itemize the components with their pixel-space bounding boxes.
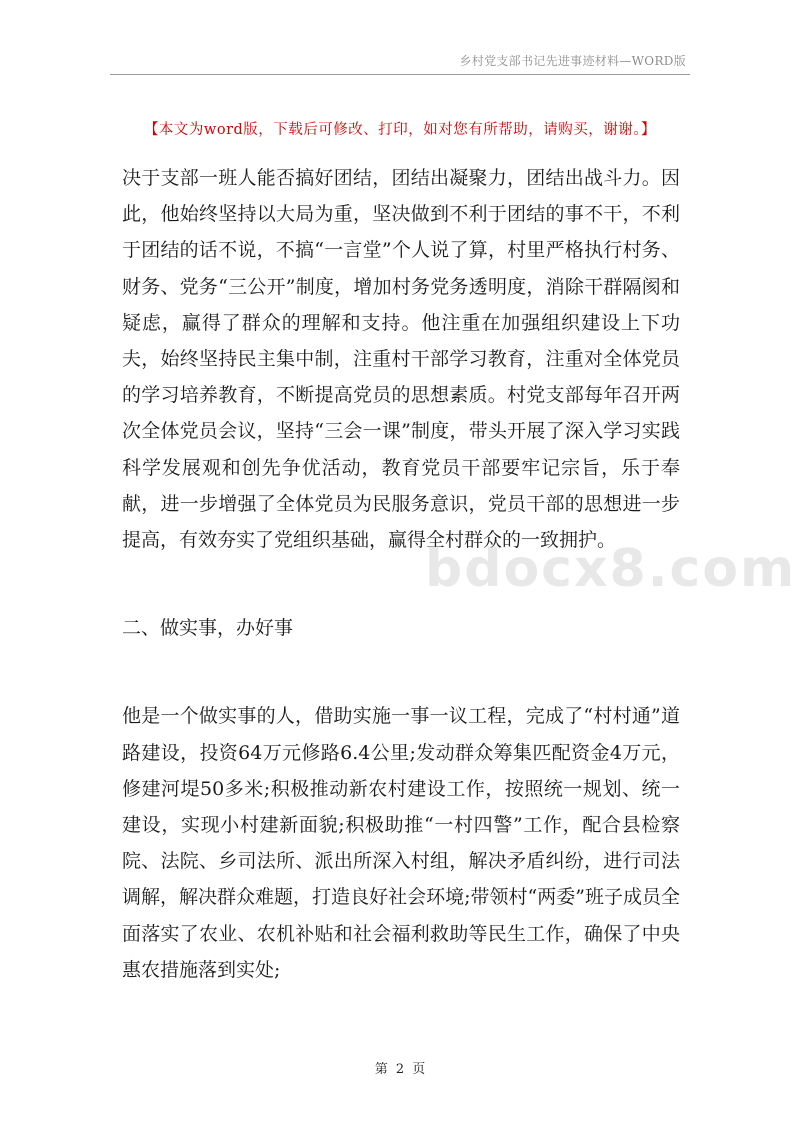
section-heading: 二、做实事，办好事 (122, 617, 294, 640)
page-label-prefix: 第 (374, 1062, 388, 1077)
page-header (110, 48, 690, 75)
page-number: 2 (395, 1062, 405, 1077)
download-notice: 【本文为word版，下载后可修改、打印，如对您有所帮助，请购买，谢谢。】 (143, 122, 657, 138)
body-paragraph: 他是一个做实事的人，借助实施一事一议工程，完成了“村村通”道路建设，投资64万元修路6.4公里;发动群众筹集匹配资金4万元，修建河堤50多米;积极推动新农村建设工作，按照统一规划、统一建设，实现小村建新面貌;积极助推“一村四警”工作，配合县检察院、法院、乡司法所、派出所深入村组，解决矛盾纠纷，进行司法调解，解决群众难题，打造良好社会环境;带领村“两委”班子成员全面落实了农业、农机补贴和社会福利救助等民生工作，确保了中央惠农措施落到实处; (122, 705, 680, 981)
page-label-suffix: 页 (412, 1062, 426, 1077)
document-title: 乡村党支部书记先进事迹材料—WORD版 (459, 54, 686, 68)
document-body (122, 160, 680, 988)
watermark: bdocx8.com (425, 539, 797, 599)
page-footer (0, 1058, 800, 1077)
body-paragraph: 决于支部一班人能否搞好团结，团结出凝聚力，团结出战斗力。因此，他始终坚持以大局为重，坚决做到不利于团结的事不干，不利于团结的话不说，不搞“一言堂”个人说了算，村里严格执行村务、财务、党务“三公开”制度，增加村务党务透明度，消除干群隔阂和疑虑，赢得了群众的理解和支持。他注重在加强组织建设上下功夫，始终坚持民主集中制，注重村干部学习教育，注重对全体党员的学习培养教育，不断提高党员的思想素质。村党支部每年召开两次全体党员会议，坚持“三会一课”制度，带头开展了深入学习实践科学发展观和创先争优活动，教育党员干部要牢记宗旨，乐于奉献，进一步增强了全体党员为民服务意识，党员干部的思想进一步提高，有效夯实了党组织基础，赢得全村群众的一致拥护。 (122, 167, 680, 552)
